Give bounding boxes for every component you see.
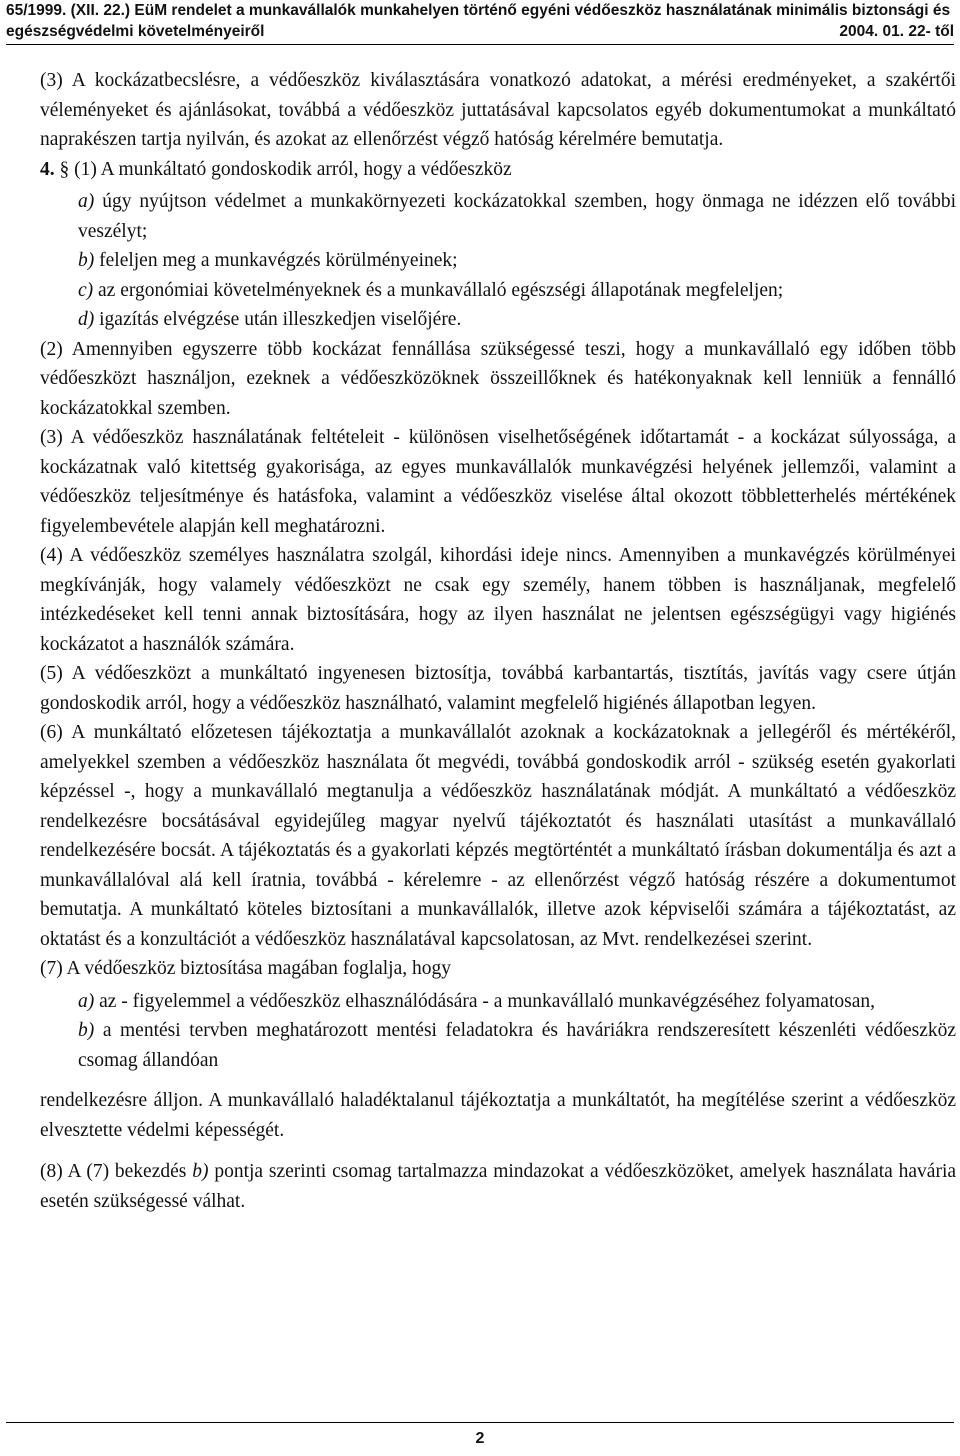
paragraph-7-tail: rendelkezésre álljon. A munkavállaló haladéktalanul tájékoztatja a munkáltatót, ha megítélése szerint a védőeszköz elvesztette védelmi képességét. bbox=[40, 1090, 956, 1141]
list-item bbox=[78, 246, 956, 276]
list-item-letter: a) bbox=[78, 990, 95, 1012]
list-item-text: az - figyelemmel a védőeszköz elhasználódására - a munkavállaló munkavégzéséhez folyamatosan, bbox=[99, 990, 875, 1012]
list-item bbox=[78, 187, 956, 246]
list-item-letter: a) bbox=[78, 191, 95, 212]
paragraph-8-pre: (8) A (7) bekezdés bbox=[40, 1161, 187, 1182]
paragraph-8-ref: b) bbox=[192, 1161, 209, 1182]
header-effective-date: 2004. 01. 22- től bbox=[839, 23, 954, 40]
paragraph-6: (6) A munkáltató előzetesen tájékoztatja a munkavállalót azoknak a kockázatoknak a jellegéről és mértékéről, amelyekkel szemben a védőeszköz használata őt megvédi, továbbá gondoskodik arról - szükség esetén gyakorlati képzéssel -, hogy a munkavállaló megtanulja a védőeszköz használatának módját. A munkáltató a védőeszköz rendelkezésre bocsátásával egyidejűleg magyar nyelvű tájékoztatót és használati utasítást a munkavállaló rendelkezésére bocsát. A tájékoztatás és a gyakorlati képzés megtörténtét a munkáltató írásban dokumentálja és azt a munkavállalóval alá kell íratnia, továbbá - kérelemre - az ellenőrzést végző hatóság részére a dokumentumot bemutatja. A munkáltató köteles biztosítani a munkavállalók, illetve azok képviselői számára a tájékoztatást, az oktatást és a konzultációt a védőeszköz használatával kapcsolatosan, az Mvt. rendelkezései szerint. bbox=[40, 722, 956, 950]
document-header bbox=[6, 0, 954, 42]
list-item-letter: c) bbox=[78, 279, 94, 301]
header-title-line1: 65/1999. (XII. 22.) EüM rendelet a munkavállalók munkahelyen történő egyéni védőeszköz használatának minimális biztonsági és bbox=[6, 2, 951, 19]
section-number: 4. bbox=[40, 158, 55, 180]
document-body bbox=[40, 66, 956, 1216]
paragraph-4: (4) A védőeszköz személyes használatra szolgál, kihordási ideje nincs. Amennyiben a munkavégzés körülményei megkívánják, hogy valamely védőeszközt ne csak egy személy, hanem többen is használjanak, megfelelő intézkedéseket kell tenni annak biztosítására, hogy az ilyen használat ne jelentsen egészségügyi vagy higiénés kockázatot a használók számára. bbox=[40, 545, 956, 655]
list-item-text: feleljen meg a munkavégzés körülményeinek; bbox=[99, 250, 458, 271]
header-divider bbox=[6, 44, 954, 45]
paragraph-7-lead: (7) A védőeszköz biztosítása magában foglalja, hogy bbox=[40, 958, 452, 979]
paragraph-3: (3) A védőeszköz használatának feltételeit - különösen viselhetőségének időtartamát - a kockázat súlyossága, a kockázatnak való kitettség gyakorisága, az egyes munkavállalók munkavégzési helyének jellemzői, valamint a védőeszköz teljesítménye és hatásfoka, valamint a védőeszköz viselése által okozott többletterhelés mértékének figyelembevétele alapján kell meghatározni. bbox=[40, 427, 956, 537]
list-item-text: az ergonómiai követelményeknek és a munkavállaló egészségi állapotának megfeleljen; bbox=[98, 279, 784, 301]
list-item bbox=[78, 987, 956, 1017]
section-4-lead bbox=[40, 155, 956, 185]
paragraph-8 bbox=[40, 1157, 956, 1216]
list-item-text: a mentési tervben meghatározott mentési feladatokra és haváriákra rendszeresített készenléti védőeszköz csomag állandóan bbox=[78, 1020, 957, 1071]
list-item bbox=[78, 1016, 956, 1075]
section-4-lead-text: § (1) A munkáltató gondoskodik arról, hogy a védőeszköz bbox=[59, 158, 512, 180]
footer-divider bbox=[6, 1422, 954, 1423]
list-item-letter: b) bbox=[78, 1020, 95, 1041]
list-item-text: igazítás elvégzése után illeszkedjen viselőjére. bbox=[99, 309, 462, 330]
header-title-line2-row bbox=[6, 21, 954, 42]
list-item-text: úgy nyújtson védelmet a munkakörnyezeti kockázatokkal szemben, hogy önmaga ne idézzen elő további veszélyt; bbox=[78, 191, 956, 242]
list-item bbox=[78, 305, 956, 335]
paragraph-5: (5) A védőeszközt a munkáltató ingyenesen biztosítja, továbbá karbantartás, tisztítás, javítás vagy csere útján gondoskodik arról, hogy a védőeszköz használható, valamint megfelelő higiénés állapotban legyen. bbox=[40, 663, 956, 714]
paragraph-8-post: pontja szerinti csomag tartalmazza mindazokat a védőeszközöket, amelyek használata havária esetén szükségessé válhat. bbox=[40, 1161, 957, 1212]
page-number: 2 bbox=[475, 1430, 485, 1447]
list-item-letter: b) bbox=[78, 250, 95, 271]
header-title-line2: egészségvédelmi követelményeiről bbox=[6, 23, 265, 40]
paragraph-3-records: (3) A kockázatbecslésre, a védőeszköz kiválasztására vonatkozó adatokat, a mérési eredményeket, a szakértői véleményeket és ajánlásokat, továbbá a védőeszköz juttatásával kapcsolatos egyéb dokumentumokat a munkáltató naprakészen tartja nyilván, és azokat az ellenőrzést végző hatóság kérelmére bemutatja. bbox=[40, 70, 956, 150]
list-item bbox=[78, 276, 956, 306]
paragraph-2: (2) Amennyiben egyszerre több kockázat fennállása szükségessé teszi, hogy a munkavállaló egy időben több védőeszközt használjon, ezeknek a védőeszközöknek összeillőknek és hatékonyaknak kell lenniük a fennálló kockázatokkal szemben. bbox=[40, 338, 956, 419]
list-item-letter: d) bbox=[78, 309, 95, 330]
